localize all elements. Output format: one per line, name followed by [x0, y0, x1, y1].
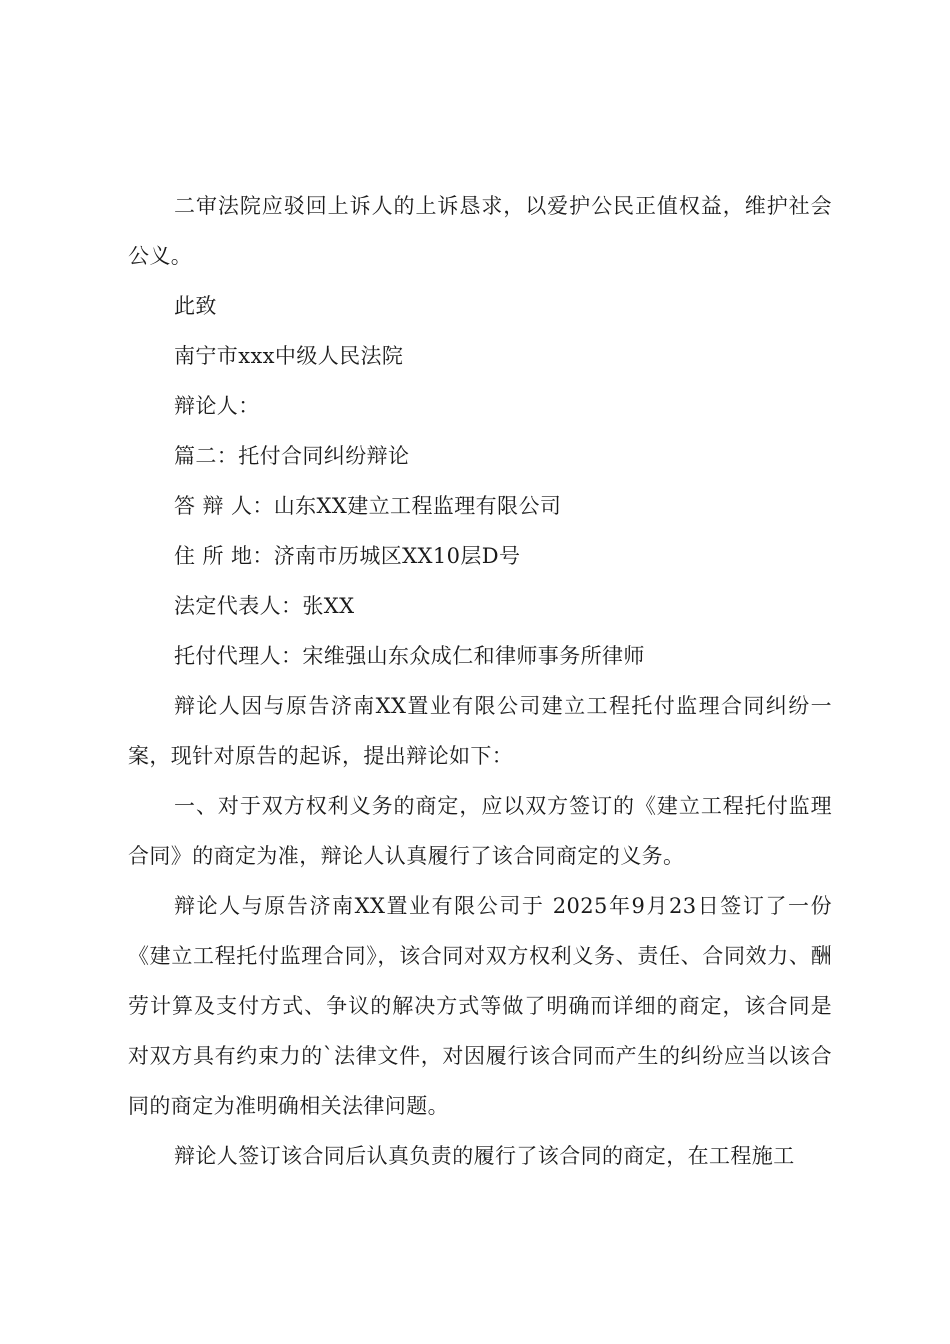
paragraph-point-one: 一、对于双方权利义务的商定，应以双方签订的《建立工程托付监理合同》的商定为准，辩论人认真履行了该合同商定的义务。 [128, 794, 832, 868]
paragraph-performance: 辩论人签订该合同后认真负责的履行了该合同的商定，在工程施工 [174, 1144, 795, 1168]
paragraph-address: 住 所 地：济南市历城区XX10层D号 [174, 544, 521, 568]
paragraph-agent: 托付代理人：宋维强山东众成仁和律师事务所律师 [174, 644, 645, 668]
paragraph-court-request: 二审法院应驳回上诉人的上诉恳求，以爱护公民正值权益，维护社会公义。 [128, 194, 832, 268]
paragraph-court-name: 南宁市xxx中级人民法院 [174, 344, 404, 368]
paragraph-section-title: 篇二：托付合同纠纷辩论 [174, 444, 410, 468]
paragraph-legal-representative: 法定代表人：张XX [174, 594, 355, 618]
document-body [128, 181, 832, 1181]
paragraph-case-intro: 辩论人因与原告济南XX置业有限公司建立工程托付监理合同纠纷一案，现针对原告的起诉，提出辩论如下： [128, 694, 832, 768]
paragraph-respondent-signature: 辩论人： [174, 394, 260, 418]
paragraph-respondent: 答 辩 人：山东XX建立工程监理有限公司 [174, 494, 562, 518]
paragraph-contract-details: 辩论人与原告济南XX置业有限公司于 2025年9月23日签订了一份《建立工程托付监理合同》，该合同对双方权利义务、责任、合同效力、酬劳计算及支付方式、争议的解决方式等做了明确而详细的商定，该合同是对双方具有约束力的`法律文件，对因履行该合同而产生的纠纷应当以该合同的商定为准明确相关法律问题。 [128, 894, 832, 1118]
paragraph-salutation: 此致 [174, 294, 217, 318]
